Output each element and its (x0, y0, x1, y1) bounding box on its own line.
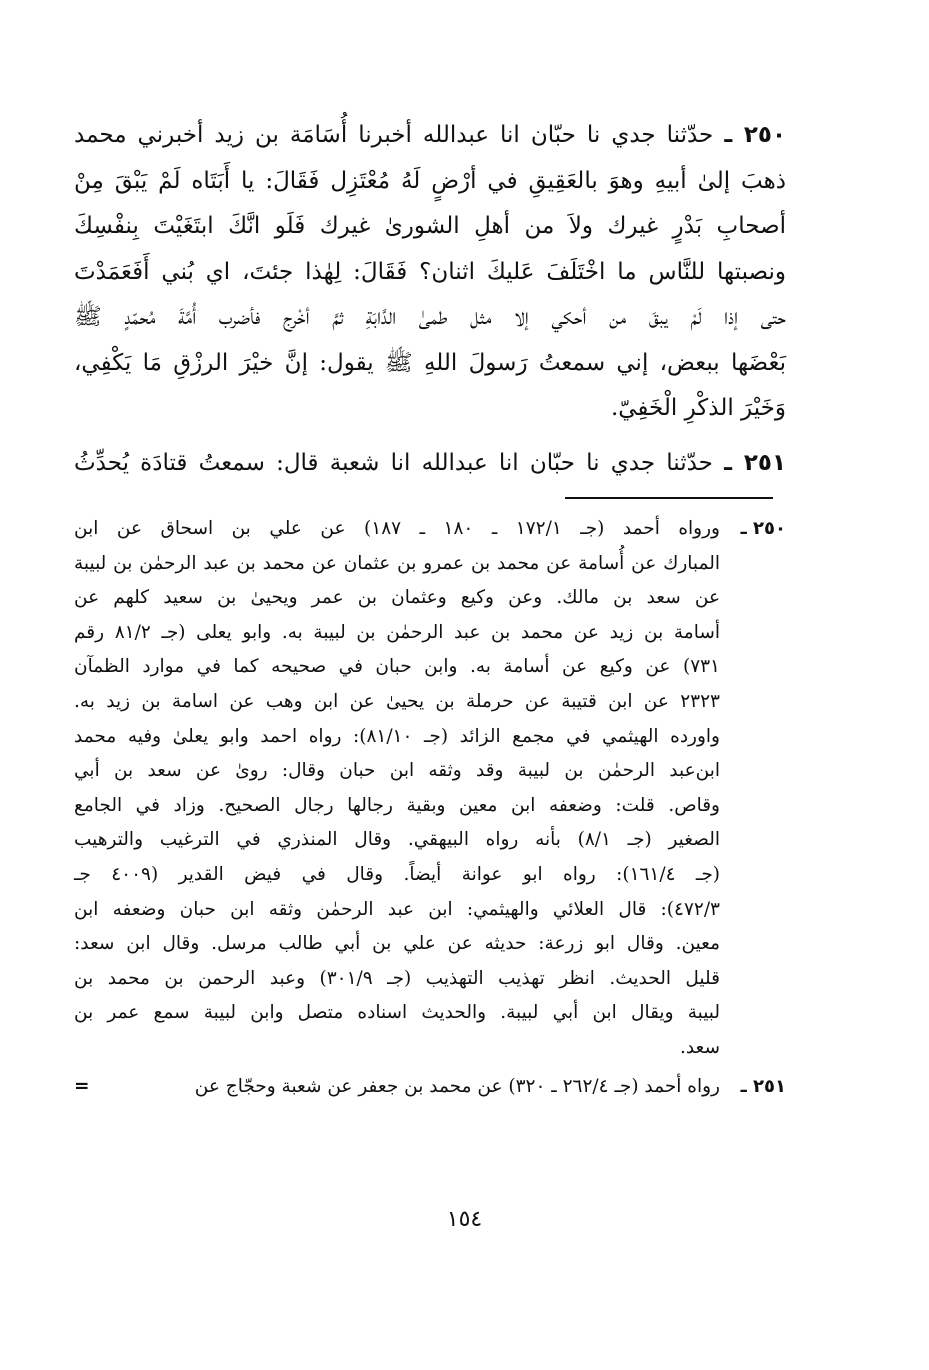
footnote-251 (74, 1070, 786, 1105)
footnote-250-line: وقاص. قلت: وضعفه ابن معين وبقية رجالها رجال الصحيح. وزاد في الجامع (74, 794, 720, 816)
footnote-250-line: ٧٣١) عن وكيع عن أسامة به. وابن حبان في صحيحه كما في موارد الظمآن (74, 656, 720, 678)
footnote-label-251: ٢٥١ ـ (740, 1075, 786, 1097)
footnote-251-text: رواه أحمد (جـ ٢٦٢/٤ ـ ٣٢٠) عن محمد بن جعفر عن شعبة وحجّاج عن (194, 1075, 720, 1097)
footnote-250-line: (جـ ١٦١/٤): رواه ابو عوانة أيضاً. وقال في فيض القدير (٤٠٠٩ جـ (74, 863, 720, 885)
main-text-block (74, 113, 786, 432)
footnotes (74, 512, 786, 1104)
footnote-250-line: سعد. (679, 1036, 720, 1058)
footnote-250 (74, 512, 786, 1066)
hadith-251-text: حدّثنا جدي نا حبّان انا عبدالله انا شعبة قال: سمعتُ قتادَة يُحدِّثُ (74, 450, 713, 476)
hadith-number-251: ٢٥١ ـ (724, 450, 787, 476)
footnote-250-line: ابن‌عبد الرحمٰن بن لبيبة وقد وثقه ابن حبان وقال: روىٰ عن سعد بن أبي (74, 760, 720, 782)
footnote-250-line: عن سعد بن مالك. وعن وكيع وعثمان بن عمر ويحيىٰ بن سعيد كلهم عن (74, 587, 720, 609)
footnote-250-line: الصغير (جـ ٨/١) بأنه رواه البيهقي. وقال المنذري في الترغيب والترهيب (74, 829, 720, 851)
hadith-250-line-5: حتى إذا لَمْ يبقَ من أحكي إلا مثل طمىٰ الدَّابَةِ ثمَّ أخْرج فأضرب أُمَّةَ مُحمّدٍ ﷺ (74, 304, 786, 330)
footnote-separator (565, 497, 773, 499)
footnote-250-line: المبارك عن أُسامة عن محمد بن عمرو بن عثمان عن محمد بن عبد الرحمٰن بن لبيبة (74, 552, 720, 574)
hadith-250-line-4: ونصبتها للنَّاس ما اخْتَلَفَ عَليكَ اثنان؟ فَقَالَ: لِهٰذا جئتَ، اي بُني أَفَعَمَدْتَ (74, 258, 786, 285)
hadith-250-line-3: أصحابِ بَدْرٍ غيرك ولاَ من أهلِ الشورىٰ غيرك فَلَو انَّكَ ابتَغَيْتَ بِنفْسِكَ (74, 213, 786, 239)
hadith-250-line-6: بَعْضَها ببعض، إني سمعتُ رَسولَ اللهِ ﷺ يقول: إنَّ خيْرَ الرزْقِ مَا يَكْفِي، (74, 349, 786, 376)
footnote-250-line: أسامة بن زيد عن محمد بن عبد الرحمٰن بن لبيبة به. وابو يعلى (جـ ٨١/٢ رقم (74, 621, 720, 643)
footnote-250-line: ورواه أحمد (جـ ١٧٢/١ ـ ١٨٠ ـ ١٨٧) عن علي بن اسحاق عن ابن (74, 518, 720, 539)
footnote-250-line: ٤٧٢/٣): قال العلائي والهيثمي: ابن عبد الرحمٰن وثقه ابن حبان وضعفه ابن (74, 898, 720, 920)
hadith-number-250: ٢٥٠ ـ (724, 122, 787, 148)
page-number: ١٥٤ (446, 1207, 483, 1232)
footnote-250-line: لبيبة ويقال ابن أبي لبيبة. والحديث اسناده متصل وابن لبيبة سمع عمر بن (74, 1002, 720, 1024)
hadith-251 (74, 443, 786, 483)
continuation-mark: = (74, 1075, 90, 1097)
hadith-250-line-2: ذهبَ إلىٰ أبيهِ وهوَ بالعَقِيقِ في أرْضٍ لَهُ مُعْتَزِل فَقَالَ: يا أَبَتَاه لَمْ يَبْقَ مِنْ (74, 167, 786, 194)
hadith-250 (74, 113, 786, 432)
footnote-250-line: ٢٣٢٣ عن ابن قتيبة عن حرملة بن يحيىٰ عن ابن وهب عن اسامة بن زيد به. (74, 690, 720, 712)
footnote-250-line: واورده الهيثمي في مجمع الزائد (جـ ٨١/١٠): رواه احمد وابو يعلىٰ وفيه محمد (74, 725, 720, 747)
footnote-label-250: ٢٥٠ ـ (740, 518, 786, 539)
hadith-250-line-7: وَخَيْرَ الذكْرِ الْخَفِيّ. (610, 395, 786, 421)
footnote-250-line: قليل الحديث. انظر تهذيب التهذيب (جـ ٣٠١/٩) وعبد الرحمن بن محمد بن (74, 967, 720, 989)
footnote-250-body (74, 512, 720, 1066)
footnote-251-body (100, 1070, 720, 1105)
footnote-250-line: معين. وقال ابو زرعة: حديثه عن علي بن أبي طالب مرسل. وقال ابن سعد: (74, 933, 721, 955)
hadith-250-line-1: ٢٥٠ ـ حدّثنا جدي نا حبّان انا عبدالله أخبرنا أُسَامَة بن زيد أخبرني محمد (74, 122, 787, 148)
